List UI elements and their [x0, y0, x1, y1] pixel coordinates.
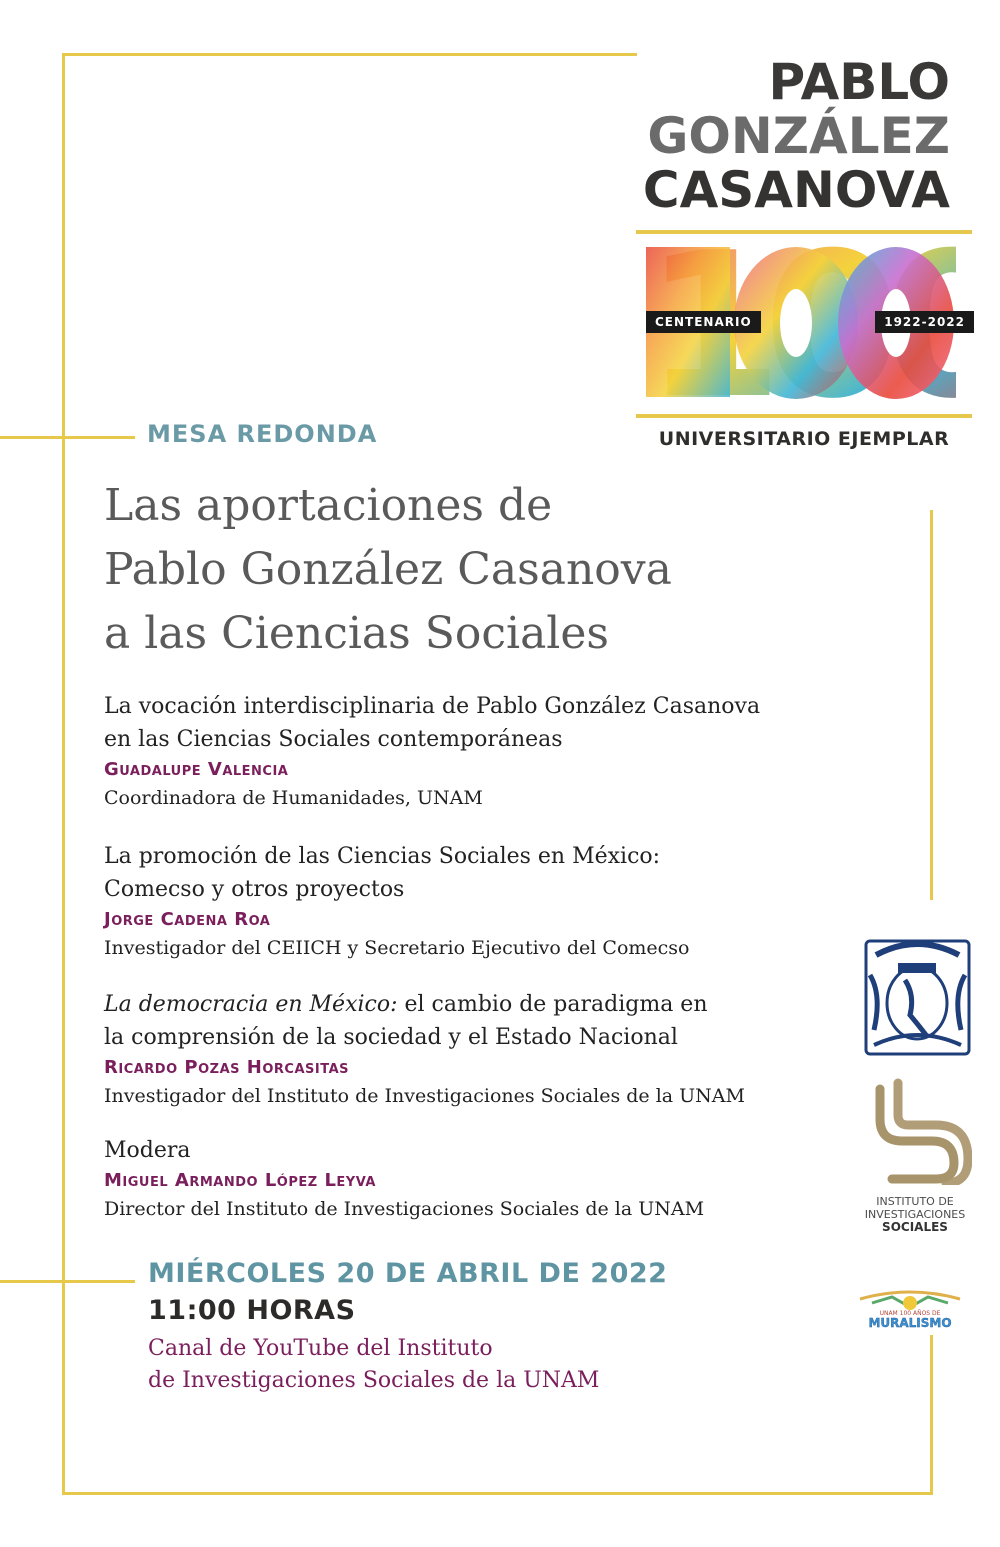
frame-bottom-line	[62, 1492, 932, 1495]
talk-title: la comprensión de la sociedad y el Estado Nacional	[104, 1025, 678, 1050]
mural-subtitle: UNAM 100 AÑOS DE	[879, 1310, 941, 1317]
speaker-role: Investigador del Instituto de Investigaciones Sociales de la UNAM	[104, 1085, 745, 1107]
channel-line: de Investigaciones Sociales de la UNAM	[148, 1368, 600, 1393]
frame-left-line	[62, 53, 65, 438]
unam-seal-icon	[860, 935, 975, 1060]
iis-line-bold: SOCIALES	[882, 1220, 948, 1234]
digit-one	[646, 247, 730, 397]
frame-left-line-bottom	[62, 1282, 65, 1494]
iis-logo-text	[850, 1195, 980, 1234]
iis-logo-icon	[862, 1075, 972, 1185]
muralismo-text: MURALISMO	[868, 1316, 952, 1330]
talk-item	[104, 840, 864, 962]
brand-line-1: PABLO	[768, 53, 950, 111]
section-tick	[0, 436, 135, 439]
speaker-name: Guadalupe Valencia	[104, 759, 289, 780]
event-type: MESA REDONDA	[147, 420, 378, 448]
speaker-name: Ricardo Pozas Horcasitas	[104, 1057, 349, 1078]
event-title	[104, 474, 824, 666]
iis-line: INSTITUTO DE	[876, 1195, 954, 1208]
centenario-label: CENTENARIO	[646, 311, 761, 333]
speaker-name: Jorge Cadena Roa	[104, 909, 271, 930]
digit-zero-2-hole	[881, 289, 911, 357]
brand-line-2: GONZÁLEZ	[647, 107, 950, 165]
moderator-label: Modera	[104, 1138, 191, 1163]
event-date: MIÉRCOLES 20 DE ABRIL DE 2022	[148, 1258, 668, 1289]
years-label: 1922-2022	[875, 311, 974, 333]
title-line: Las aportaciones de	[104, 480, 553, 531]
brand-line-3: CASANOVA	[642, 161, 950, 219]
talk-title: La vocación interdisciplinaria de Pablo González Casanova	[104, 694, 761, 719]
speaker-role: Director del Instituto de Investigaciones Sociales de la UNAM	[104, 1198, 705, 1220]
talk-title: La promoción de las Ciencias Sociales en México:	[104, 844, 661, 869]
iis-line: INVESTIGACIONES	[864, 1208, 966, 1221]
frame-right-line	[930, 510, 933, 900]
book-title: La democracia en México:	[104, 992, 398, 1017]
date-tick	[0, 1280, 135, 1283]
title-line: Pablo González Casanova	[104, 544, 672, 595]
talk-title: en las Ciencias Sociales contemporáneas	[104, 727, 563, 752]
channel-line: Canal de YouTube del Instituto	[148, 1336, 493, 1361]
frame-top-line	[62, 53, 637, 56]
talk-title: Comecso y otros proyectos	[104, 877, 405, 902]
event-channel	[148, 1333, 708, 1397]
brand-rule-top	[636, 230, 972, 234]
title-line: a las Ciencias Sociales	[104, 608, 609, 659]
frame-left-line-mid	[62, 438, 65, 1282]
brand-rule-bottom	[636, 414, 972, 418]
speaker-name: Miguel Armando López Leyva	[104, 1170, 376, 1191]
speaker-role: Coordinadora de Humanidades, UNAM	[104, 787, 483, 809]
frame-right-line-lower	[930, 1335, 933, 1495]
event-time: 11:00 HORAS	[148, 1295, 356, 1326]
speaker-role: Investigador del CEIICH y Secretario Ejecutivo del Comecso	[104, 937, 690, 959]
talk-item	[104, 690, 864, 812]
tagline: UNIVERSITARIO EJEMPLAR	[658, 428, 950, 450]
digit-zero-1-hole	[780, 289, 812, 357]
talk-title	[104, 988, 864, 1021]
moderator-item	[104, 1134, 864, 1223]
talk-item	[104, 988, 864, 1110]
brand-title	[636, 55, 976, 217]
talk-title-rest: el cambio de paradigma en	[397, 992, 708, 1017]
centenary-100-logo	[646, 243, 956, 401]
